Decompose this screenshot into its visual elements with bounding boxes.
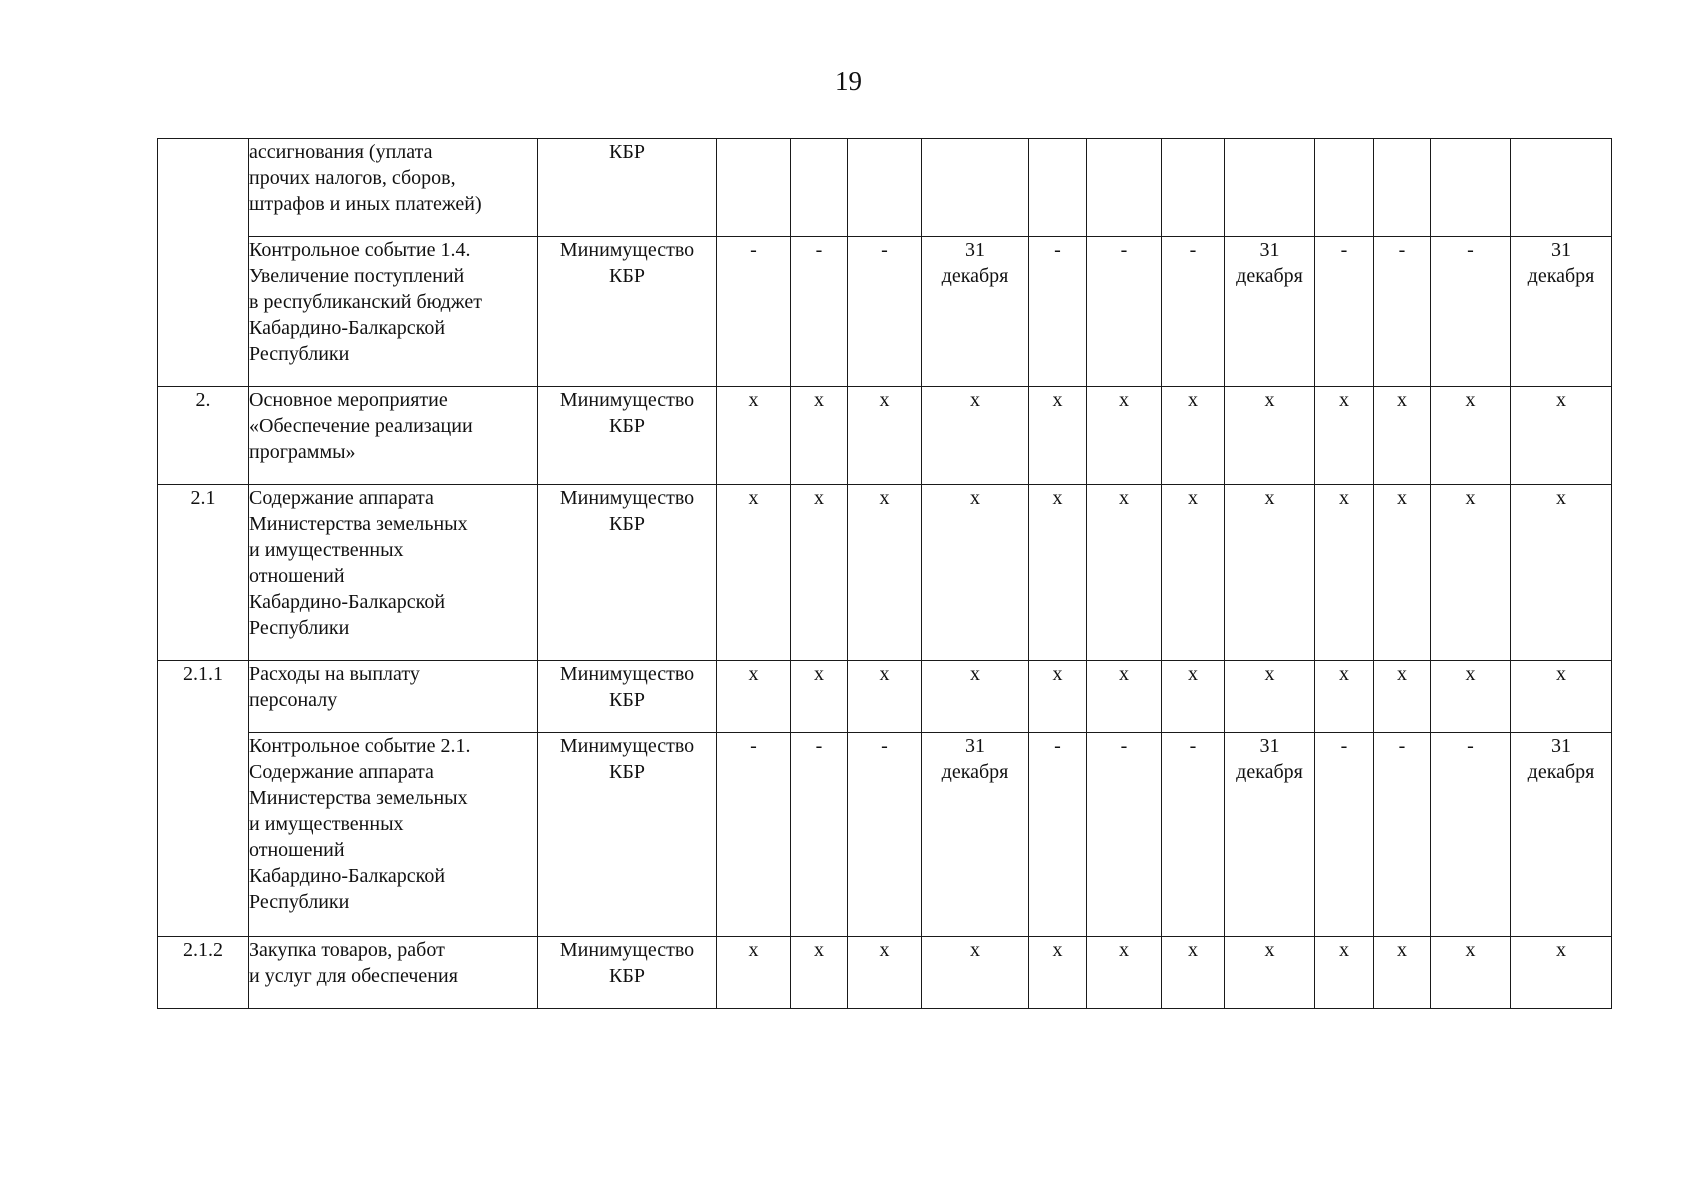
cell-line: х [1465, 487, 1476, 509]
cell-line: Кабардино-Балкарской [249, 591, 446, 613]
period-value-cell [1315, 733, 1374, 937]
period-value-cell [848, 661, 922, 733]
cell-line: х [1556, 487, 1566, 509]
cell-line: Основное мероприятие [249, 389, 448, 411]
cell-line: Республики [249, 891, 350, 913]
period-value-cell [1225, 733, 1315, 937]
cell-line: х [1465, 389, 1476, 411]
table-row [158, 387, 1612, 485]
executor-cell [538, 485, 717, 661]
executor-cell [538, 937, 717, 1009]
period-value-cell [1225, 485, 1315, 661]
period-value-cell [848, 237, 922, 387]
period-value-cell [717, 661, 791, 733]
cell-line: - [1467, 239, 1474, 261]
period-value-cell [922, 387, 1029, 485]
cell-line: х [1052, 939, 1063, 961]
period-value-cell [1087, 661, 1162, 733]
cell-line: отношений [249, 565, 345, 587]
period-value-cell [1431, 139, 1511, 237]
cell-line: х [748, 389, 759, 411]
cell-line: х [1119, 663, 1129, 685]
cell-line: х [970, 663, 980, 685]
period-value-cell [922, 733, 1029, 937]
activity-name-cell [249, 733, 538, 937]
cell-line: Содержание аппарата [249, 487, 434, 509]
period-value-cell [1431, 237, 1511, 387]
page-number: 19 [835, 66, 862, 96]
cell-line: 31 [965, 239, 985, 261]
activity-name-cell [249, 237, 538, 387]
cell-line: х [1264, 389, 1275, 411]
cell-line: Контрольное событие 2.1. [249, 735, 471, 757]
period-value-cell [791, 237, 848, 387]
period-value-cell [1511, 937, 1612, 1009]
cell-line: 31 [1259, 239, 1280, 261]
period-value-cell [1374, 661, 1431, 733]
cell-line: х [1052, 389, 1063, 411]
period-value-cell [1029, 937, 1087, 1009]
cell-line: х [1264, 663, 1275, 685]
period-value-cell [922, 237, 1029, 387]
table-row [158, 937, 1612, 1009]
period-value-cell [791, 661, 848, 733]
cell-line: х [1556, 389, 1566, 411]
period-value-cell [1225, 661, 1315, 733]
period-value-cell [1029, 733, 1087, 937]
period-value-cell [1315, 139, 1374, 237]
period-value-cell [848, 139, 922, 237]
period-value-cell [848, 733, 922, 937]
cell-line: х [879, 389, 890, 411]
cell-line: х [970, 939, 980, 961]
cell-line: х [1188, 663, 1198, 685]
cell-line: х [748, 663, 759, 685]
cell-line: декабря [1527, 761, 1595, 783]
cell-line: декабря [1236, 265, 1303, 287]
period-value-cell [717, 485, 791, 661]
cell-line: КБР [609, 689, 645, 711]
executor-cell [538, 237, 717, 387]
cell-line: декабря [1527, 265, 1595, 287]
cell-line: в республиканский бюджет [249, 291, 482, 313]
executor-cell [538, 139, 717, 237]
cell-line: Кабардино-Балкарской [249, 317, 446, 339]
cell-line: х [814, 487, 824, 509]
cell-line: х [879, 663, 890, 685]
period-value-cell [1374, 237, 1431, 387]
cell-line: х [879, 939, 890, 961]
cell-line: 31 [965, 735, 985, 757]
period-value-cell [1511, 387, 1612, 485]
cell-line: Контрольное событие 1.4. [249, 239, 471, 261]
cell-line: «Обеспечение реализации [249, 415, 473, 437]
period-value-cell [1431, 661, 1511, 733]
cell-line: х [879, 487, 890, 509]
cell-line: Содержание аппарата [249, 761, 434, 783]
schedule-table [157, 138, 1612, 1009]
cell-line: х [1339, 663, 1349, 685]
period-value-cell [922, 139, 1029, 237]
table-row [158, 733, 1612, 937]
cell-line: Расходы на выплату [249, 663, 420, 685]
period-value-cell [1029, 661, 1087, 733]
period-value-cell [791, 387, 848, 485]
period-value-cell [717, 139, 791, 237]
period-value-cell [1087, 485, 1162, 661]
row-number-cell: 2.1.2 [158, 937, 249, 1009]
activity-name-cell [249, 139, 538, 237]
cell-line: и имущественных [249, 813, 404, 835]
cell-line: Минимущество [559, 487, 695, 509]
executor-cell [538, 661, 717, 733]
period-value-cell [1162, 661, 1225, 733]
row-number-cell: 2. [158, 387, 249, 485]
cell-line: - [1189, 239, 1197, 261]
cell-line: Минимущество [559, 735, 695, 757]
cell-line: КБР [609, 141, 645, 163]
cell-line: Министерства земельных [249, 513, 468, 535]
period-value-cell [1087, 733, 1162, 937]
period-value-cell [848, 387, 922, 485]
cell-line: 31 [1551, 239, 1571, 261]
period-value-cell [791, 139, 848, 237]
table-row [158, 485, 1612, 661]
period-value-cell [791, 733, 848, 937]
period-value-cell [1029, 485, 1087, 661]
cell-line: - [750, 239, 757, 261]
cell-line: х [1264, 487, 1275, 509]
cell-line: - [815, 239, 823, 261]
cell-line: х [1264, 939, 1275, 961]
executor-cell [538, 733, 717, 937]
cell-line: декабря [1236, 761, 1303, 783]
period-value-cell [1315, 237, 1374, 387]
period-value-cell [1374, 937, 1431, 1009]
cell-line: - [1189, 735, 1197, 757]
cell-line: Минимущество [559, 389, 695, 411]
cell-line: х [1052, 663, 1063, 685]
cell-line: персоналу [249, 689, 338, 711]
period-value-cell [1374, 387, 1431, 485]
row-number-cell [158, 139, 249, 387]
cell-line: х [748, 939, 759, 961]
period-value-cell [791, 485, 848, 661]
cell-line: х [1188, 939, 1198, 961]
period-value-cell [922, 937, 1029, 1009]
period-value-cell [1225, 139, 1315, 237]
cell-line: х [1397, 487, 1407, 509]
period-value-cell [717, 237, 791, 387]
cell-line: х [1052, 487, 1063, 509]
period-value-cell [1315, 661, 1374, 733]
period-value-cell [1162, 237, 1225, 387]
cell-line: отношений [249, 839, 345, 861]
period-value-cell [1511, 139, 1612, 237]
cell-line: х [1465, 663, 1476, 685]
period-value-cell [1029, 139, 1087, 237]
period-value-cell [1374, 485, 1431, 661]
period-value-cell [1162, 485, 1225, 661]
cell-line: х [1119, 939, 1129, 961]
cell-line: декабря [941, 265, 1009, 287]
table-row [158, 139, 1612, 237]
cell-line: - [1340, 239, 1348, 261]
cell-line: - [1054, 239, 1061, 261]
period-value-cell [1087, 237, 1162, 387]
cell-line: Министерства земельных [249, 787, 468, 809]
cell-line: - [815, 735, 823, 757]
cell-line: Республики [249, 617, 350, 639]
cell-line: х [1556, 939, 1566, 961]
period-value-cell [1431, 937, 1511, 1009]
cell-line: - [1467, 735, 1474, 757]
activity-name-cell [249, 937, 538, 1009]
period-value-cell [1431, 733, 1511, 937]
cell-line: Минимущество [559, 663, 695, 685]
cell-line: х [1339, 939, 1349, 961]
period-value-cell [717, 937, 791, 1009]
activity-name-cell [249, 387, 538, 485]
period-value-cell [922, 485, 1029, 661]
period-value-cell [1431, 387, 1511, 485]
cell-line: х [1188, 389, 1198, 411]
cell-line: х [1119, 389, 1129, 411]
period-value-cell [1225, 237, 1315, 387]
cell-line: прочих налогов, сборов, [249, 167, 456, 189]
cell-line: - [881, 735, 888, 757]
period-value-cell [1225, 937, 1315, 1009]
cell-line: КБР [609, 965, 645, 987]
cell-line: Минимущество [559, 939, 695, 961]
activity-name-cell [249, 661, 538, 733]
period-value-cell [848, 485, 922, 661]
period-value-cell [1225, 387, 1315, 485]
period-value-cell [1374, 733, 1431, 937]
period-value-cell [1511, 733, 1612, 937]
period-value-cell [1087, 937, 1162, 1009]
cell-line: - [1398, 239, 1406, 261]
cell-line: и имущественных [249, 539, 404, 561]
period-value-cell [791, 937, 848, 1009]
period-value-cell [1511, 237, 1612, 387]
cell-line: х [1188, 487, 1198, 509]
row-number-cell: 2.1 [158, 485, 249, 661]
cell-line: - [1120, 239, 1128, 261]
period-value-cell [1087, 139, 1162, 237]
cell-line: х [1556, 663, 1566, 685]
cell-line: - [750, 735, 757, 757]
cell-line: Увеличение поступлений [249, 265, 465, 287]
period-value-cell [1162, 733, 1225, 937]
executor-cell [538, 387, 717, 485]
cell-line: - [881, 239, 888, 261]
cell-line: декабря [941, 761, 1009, 783]
cell-line: и услуг для обеспечения [249, 965, 458, 987]
period-value-cell [1162, 937, 1225, 1009]
table-row [158, 237, 1612, 387]
cell-line: 31 [1259, 735, 1280, 757]
row-number-cell: 2.1.1 [158, 661, 249, 937]
cell-line: х [970, 389, 980, 411]
cell-line: х [814, 389, 824, 411]
period-value-cell [1315, 387, 1374, 485]
period-value-cell [1029, 237, 1087, 387]
period-value-cell [1511, 485, 1612, 661]
cell-line: Республики [249, 343, 350, 365]
cell-line: - [1054, 735, 1061, 757]
cell-line: Кабардино-Балкарской [249, 865, 446, 887]
period-value-cell [1029, 387, 1087, 485]
cell-line: программы» [249, 441, 356, 463]
period-value-cell [1162, 139, 1225, 237]
cell-line: х [814, 663, 824, 685]
cell-line: х [1397, 389, 1407, 411]
cell-line: Минимущество [559, 239, 695, 261]
cell-line: х [1339, 487, 1349, 509]
cell-line: х [1339, 389, 1349, 411]
cell-line: КБР [609, 265, 645, 287]
cell-line: х [1397, 663, 1407, 685]
table-row [158, 661, 1612, 733]
period-value-cell [1374, 139, 1431, 237]
period-value-cell [848, 937, 922, 1009]
period-value-cell [1315, 937, 1374, 1009]
cell-line: х [1119, 487, 1129, 509]
cell-line: х [970, 487, 980, 509]
cell-line: х [1397, 939, 1407, 961]
cell-line: КБР [609, 415, 645, 437]
cell-line: - [1398, 735, 1406, 757]
cell-line: х [814, 939, 824, 961]
cell-line: 31 [1551, 735, 1571, 757]
cell-line: - [1340, 735, 1348, 757]
cell-line: штрафов и иных платежей) [249, 193, 482, 215]
cell-line: Закупка товаров, работ [249, 939, 445, 961]
period-value-cell [1087, 387, 1162, 485]
period-value-cell [717, 733, 791, 937]
period-value-cell [1315, 485, 1374, 661]
activity-name-cell [249, 485, 538, 661]
period-value-cell [1431, 485, 1511, 661]
cell-line: х [1465, 939, 1476, 961]
cell-line: КБР [609, 513, 645, 535]
period-value-cell [1162, 387, 1225, 485]
cell-line: ассигнования (уплата [249, 141, 433, 163]
cell-line: - [1120, 735, 1128, 757]
period-value-cell [922, 661, 1029, 733]
cell-line: КБР [609, 761, 645, 783]
period-value-cell [1511, 661, 1612, 733]
period-value-cell [717, 387, 791, 485]
cell-line: х [748, 487, 759, 509]
